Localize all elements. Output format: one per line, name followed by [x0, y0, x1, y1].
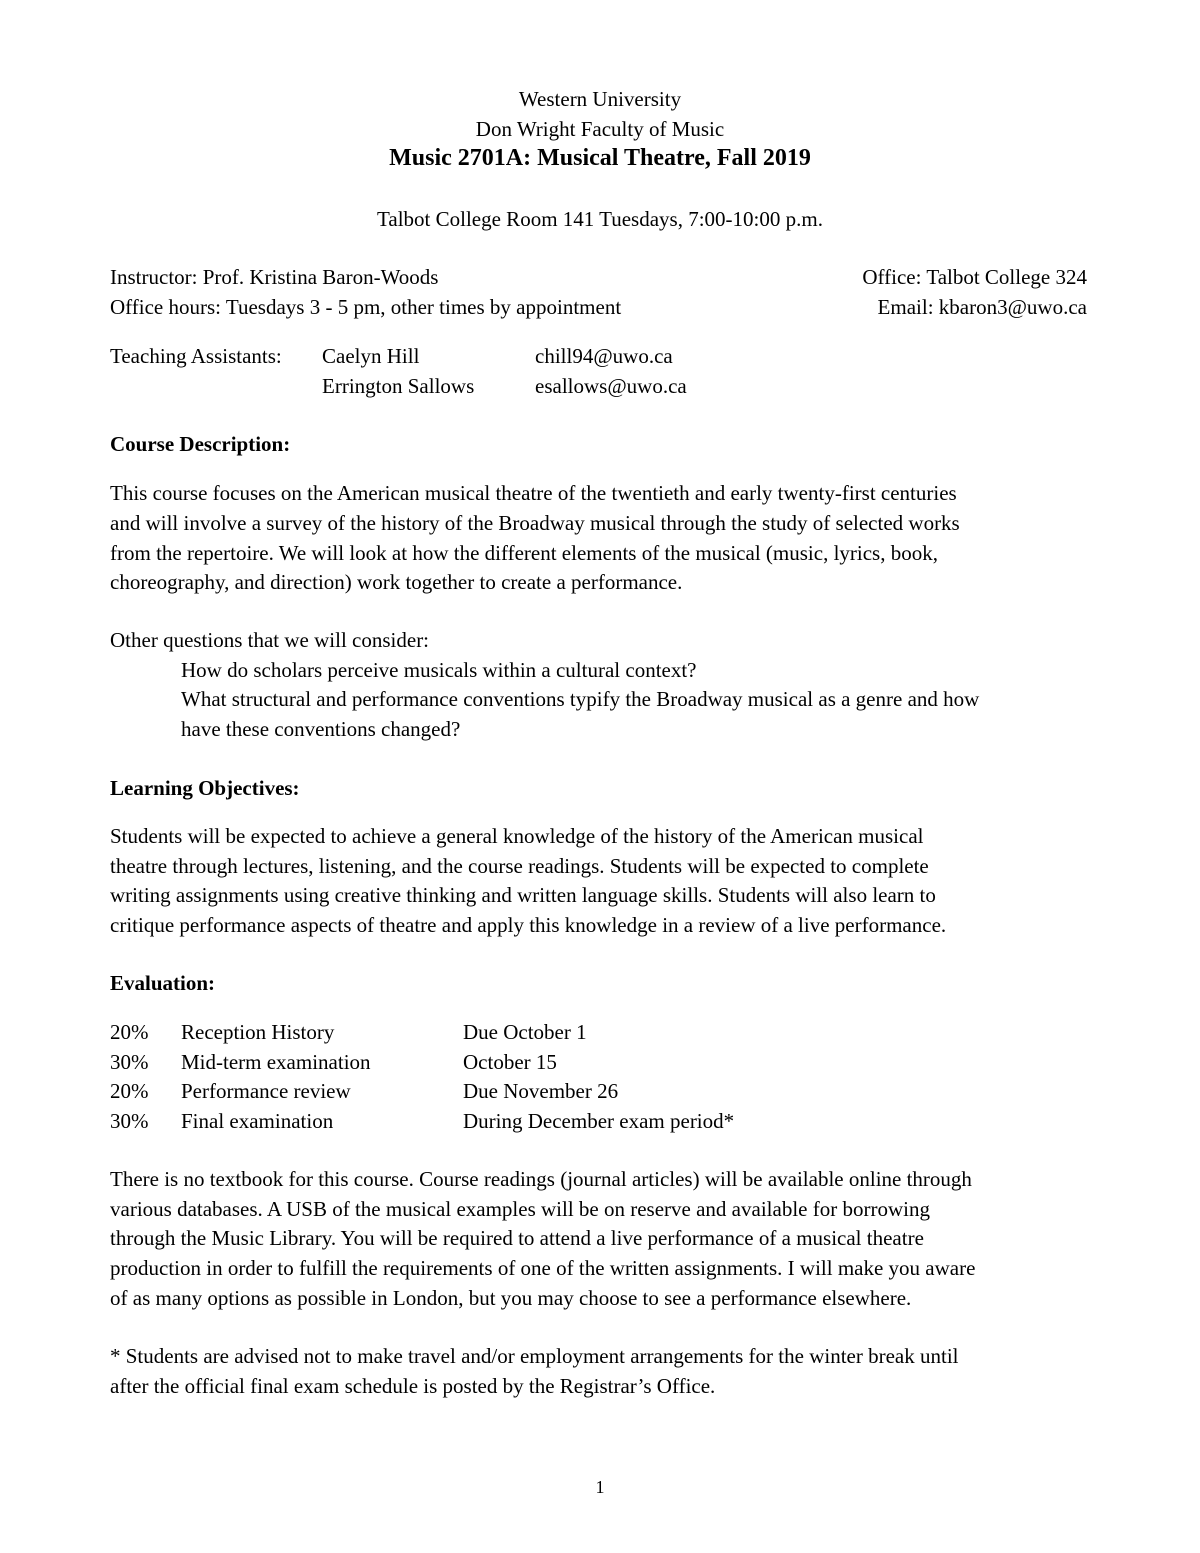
question-line: have these conventions changed? — [181, 717, 461, 741]
questions-intro: Other questions that we will consider: — [110, 628, 430, 652]
evaluation-weight: 20% — [110, 1020, 149, 1044]
evaluation-note-line: various databases. A USB of the musical examples will be on reserve and available for borrowing — [110, 1197, 930, 1221]
office-hours: Office hours: Tuesdays 3 - 5 pm, other times by appointment — [110, 295, 622, 319]
question-line: What structural and performance conventions typify the Broadway musical as a genre and how — [181, 687, 980, 711]
university-name: Western University — [518, 87, 682, 111]
evaluation-weight: 30% — [110, 1050, 149, 1074]
page-number: 1 — [595, 1477, 605, 1497]
ta-email: chill94@uwo.ca — [535, 344, 673, 368]
question-line: How do scholars perceive musicals within a cultural context? — [181, 658, 697, 682]
evaluation-item: Mid-term examination — [181, 1050, 371, 1074]
evaluation-note-line: There is no textbook for this course. Course readings (journal articles) will be available online through — [110, 1167, 972, 1191]
instructor-name: Instructor: Prof. Kristina Baron-Woods — [110, 265, 439, 289]
ta-label: Teaching Assistants: — [110, 344, 282, 368]
instructor-email: Email: kbaron3@uwo.ca — [877, 295, 1087, 319]
instructor-office: Office: Talbot College 324 — [862, 265, 1087, 289]
description-line: This course focuses on the American musical theatre of the twentieth and early twenty-first centuries — [110, 481, 957, 505]
evaluation-weight: 20% — [110, 1079, 149, 1103]
objectives-line: critique performance aspects of theatre and apply this knowledge in a review of a live performance. — [110, 913, 947, 937]
footnote-line: * Students are advised not to make travel and/or employment arrangements for the winter break until — [110, 1344, 959, 1368]
evaluation-note-line: production in order to fulfill the requirements of one of the written assignments. I will make you aware — [110, 1256, 976, 1280]
faculty-name: Don Wright Faculty of Music — [475, 117, 725, 141]
learning-objectives-heading: Learning Objectives: — [110, 776, 300, 800]
evaluation-due: During December exam period* — [463, 1109, 735, 1133]
evaluation-due: Due October 1 — [463, 1020, 587, 1044]
ta-name: Errington Sallows — [322, 374, 475, 398]
evaluation-weight: 30% — [110, 1109, 149, 1133]
footnote-line: after the official final exam schedule is posted by the Registrar’s Office. — [110, 1374, 716, 1398]
ta-name: Caelyn Hill — [322, 344, 420, 368]
objectives-line: writing assignments using creative thinking and written language skills. Students will also learn to — [110, 883, 936, 907]
evaluation-note-line: through the Music Library. You will be required to attend a live performance of a musical theatre — [110, 1226, 924, 1250]
course-title: Music 2701A: Musical Theatre, Fall 2019 — [389, 145, 811, 171]
description-line: from the repertoire. We will look at how the different elements of the musical (music, lyrics, book, — [110, 541, 938, 565]
evaluation-note-line: of as many options as possible in London, but you may choose to see a performance elsewhere. — [110, 1286, 912, 1310]
objectives-line: theatre through lectures, listening, and the course readings. Students will be expected to complete — [110, 854, 929, 878]
evaluation-due: October 15 — [463, 1050, 557, 1074]
description-line: and will involve a survey of the history of the Broadway musical through the study of selected works — [110, 511, 960, 535]
evaluation-due: Due November 26 — [463, 1079, 619, 1103]
evaluation-item: Reception History — [181, 1020, 335, 1044]
evaluation-item: Performance review — [181, 1079, 351, 1103]
evaluation-item: Final examination — [181, 1109, 334, 1133]
class-location: Talbot College Room 141 Tuesdays, 7:00-10:00 p.m. — [377, 207, 823, 231]
objectives-line: Students will be expected to achieve a general knowledge of the history of the American musical — [110, 824, 924, 848]
evaluation-heading: Evaluation: — [110, 971, 216, 995]
ta-email: esallows@uwo.ca — [535, 374, 687, 398]
course-description-heading: Course Description: — [110, 432, 291, 456]
description-line: choreography, and direction) work together to create a performance. — [110, 570, 683, 594]
